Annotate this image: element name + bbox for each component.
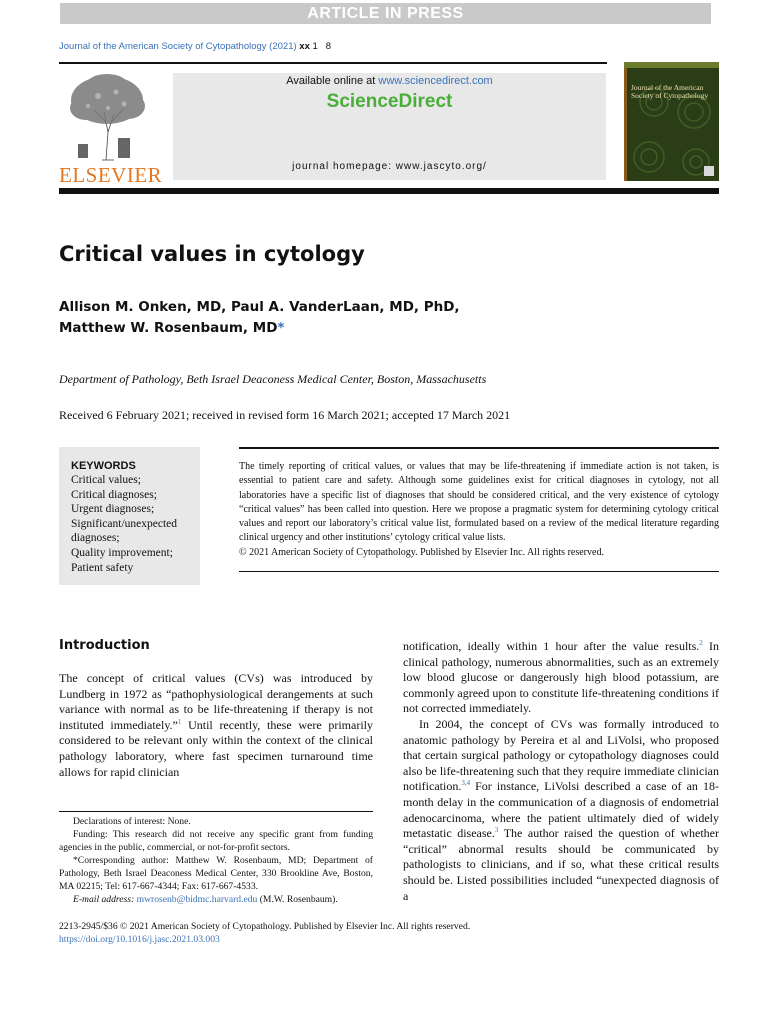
masthead-rule [59, 188, 719, 194]
keyword-item: Urgent diagnoses; [71, 503, 155, 516]
journal-cover-image [624, 62, 719, 181]
body-text: For instance, LiVolsi described a case of an 18-month delay in the communication of a diagnosis of endometrial adenocarcinoma, where the patient ultimately died of widely metastatic disease. [403, 779, 719, 841]
journal-volume: xx [299, 41, 310, 52]
authors-line-2: Matthew W. Rosenbaum, MD [59, 320, 278, 336]
available-online-label: Available online at [286, 75, 379, 87]
article-title: Critical values in cytology [59, 242, 365, 266]
abstract-rule-top [239, 447, 719, 449]
keyword-item: Quality improvement; [71, 546, 173, 559]
email-link[interactable]: mwrosenb@bidmc.harvard.edu [136, 894, 258, 905]
keywords-heading: KEYWORDS [71, 460, 136, 472]
corresponding-author-link[interactable]: * [277, 320, 285, 336]
email-label: E-mail address: [73, 894, 135, 905]
abstract-copyright: © 2021 American Society of Cytopathology. Published by Elsevier Inc. All rights reserved. [239, 546, 604, 558]
email-owner: (M.W. Rosenbaum). [257, 894, 338, 905]
header-rule [59, 62, 607, 64]
footnote-declarations: Declarations of interest: None. [73, 816, 191, 827]
body-paragraph [403, 639, 719, 717]
journal-reference [59, 41, 331, 52]
article-history: Received 6 February 2021; received in revised form 16 March 2021; accepted 17 March 2021 [59, 408, 511, 422]
available-online-line [173, 75, 606, 87]
authors-line-1: Allison M. Onken, MD, Paul A. VanderLaan, MD, PhD, [59, 299, 460, 315]
footnote-corresponding: *Corresponding author: Matthew W. Rosenbaum, MD; Department of Pathology, Beth Israel Deaconess Medical Center, 330 Brookline Ave, Boston, MA 02215; Tel: 617-667-4344; Fax: 617-667-4533. [59, 855, 373, 892]
citation-link[interactable]: 2 [699, 639, 703, 647]
body-paragraph [403, 717, 719, 904]
keyword-item: Significant/unexpected diagnoses; [71, 517, 178, 545]
author-list [59, 297, 539, 339]
body-text: The author raised the question of whether “critical” abnormal results should be communicated by pathologists to clinicians, and if so, what these critical results should be. Listed possibilities included “unexpected diagnosis of a [403, 826, 719, 903]
elsevier-tree-logo-icon [58, 72, 156, 162]
abstract-rule-bottom [239, 571, 719, 572]
sciencedirect-url-link[interactable]: www.sciencedirect.com [378, 75, 493, 87]
section-heading-introduction: Introduction [59, 638, 150, 653]
abstract [239, 460, 719, 560]
body-text: In clinical pathology, numerous abnormalities, such as an extremely low blood glucose or dangerously high blood potassium, are commonly agreed upon to constitute life-threatening conditions if not corrected immediately. [403, 639, 720, 716]
footnotes [59, 815, 373, 906]
body-text: The concept of critical values (CVs) was introduced by Lundberg in 1972 as “pathophysiological derangements at such variance with normal as to be life-threatening if therapy is not instituted immediately.” [59, 671, 373, 732]
cover-pattern-icon [624, 62, 719, 181]
keyword-item: Critical diagnoses; [71, 488, 157, 501]
body-text: Until recently, these were primarily considered to be relevant only within the context of the clinical pathology laboratory, where fast specimen turnaround time allows for rapid clinician [59, 717, 373, 779]
elsevier-logo-text: ELSEVIER [59, 163, 163, 187]
sciencedirect-brand: ScienceDirect [326, 91, 453, 112]
issn-copyright: 2213-2945/$36 © 2021 American Society of Cytopathology. Published by Elsevier Inc. All rights reserved. [59, 921, 471, 932]
body-text: notification, ideally within 1 hour after the value results. [403, 639, 700, 653]
authors-line-2-wrap [59, 318, 539, 339]
citation-link[interactable]: 1 [177, 717, 182, 726]
keyword-item: Patient safety [71, 561, 134, 574]
body-paragraph [59, 671, 373, 780]
footnote-rule [59, 811, 373, 812]
keyword-item: Critical values; [71, 474, 141, 486]
citation-link[interactable]: 3,4 [461, 779, 471, 788]
journal-name-link[interactable]: Journal of the American Society of Cytopathology (2021) [59, 41, 297, 52]
journal-homepage[interactable]: journal homepage: www.jascyto.org/ [292, 161, 487, 172]
footnote-funding: Funding: This research did not receive any specific grant from funding agencies in the public, commercial, or not-for-profit sectors. [59, 829, 373, 853]
footnote-email [59, 893, 373, 906]
affiliation: Department of Pathology, Beth Israel Deaconess Medical Center, Boston, Massachusetts [59, 372, 487, 386]
article-in-press-banner: ARTICLE IN PRESS [60, 3, 711, 24]
sciencedirect-box [173, 73, 606, 180]
body-text: In 2004, the concept of CVs was formally introduced to anatomic pathology by Pereira et al and LiVolsi, who proposed that certain surgical pathology or cytopathology diagnoses could also be life-threatening such that they require immediate clinician notification. [403, 716, 719, 794]
cover-title: Journal of the American Society of Cytopathology [631, 83, 709, 100]
journal-pages: 1 8 [312, 41, 331, 52]
cover-publisher-mark [704, 166, 714, 176]
doi-link[interactable]: https://doi.org/10.1016/j.jasc.2021.03.003 [59, 934, 220, 945]
keywords-box [59, 447, 200, 585]
keywords-list [71, 473, 183, 575]
body-column-left [59, 671, 373, 780]
abstract-text: The timely reporting of critical values, or values that may be life-threatening if immediate action is not taken, is essential to patient care and safety. Although some guidelines exist for critical diagnoses in cytology, not all laboratories have a specific list of diagnoses that should be considered critical, and the very existence of cytology “critical values” has been called into question. Here we propose a pragmatic system for determining cytology critical values and report our laboratory’s critical value list, formulated based on a review of the medical literature regarding clinical urgency and other institutions’ cytology critical value lists. [239, 461, 719, 544]
body-column-right [403, 639, 719, 904]
citation-link[interactable]: 3 [494, 826, 499, 835]
